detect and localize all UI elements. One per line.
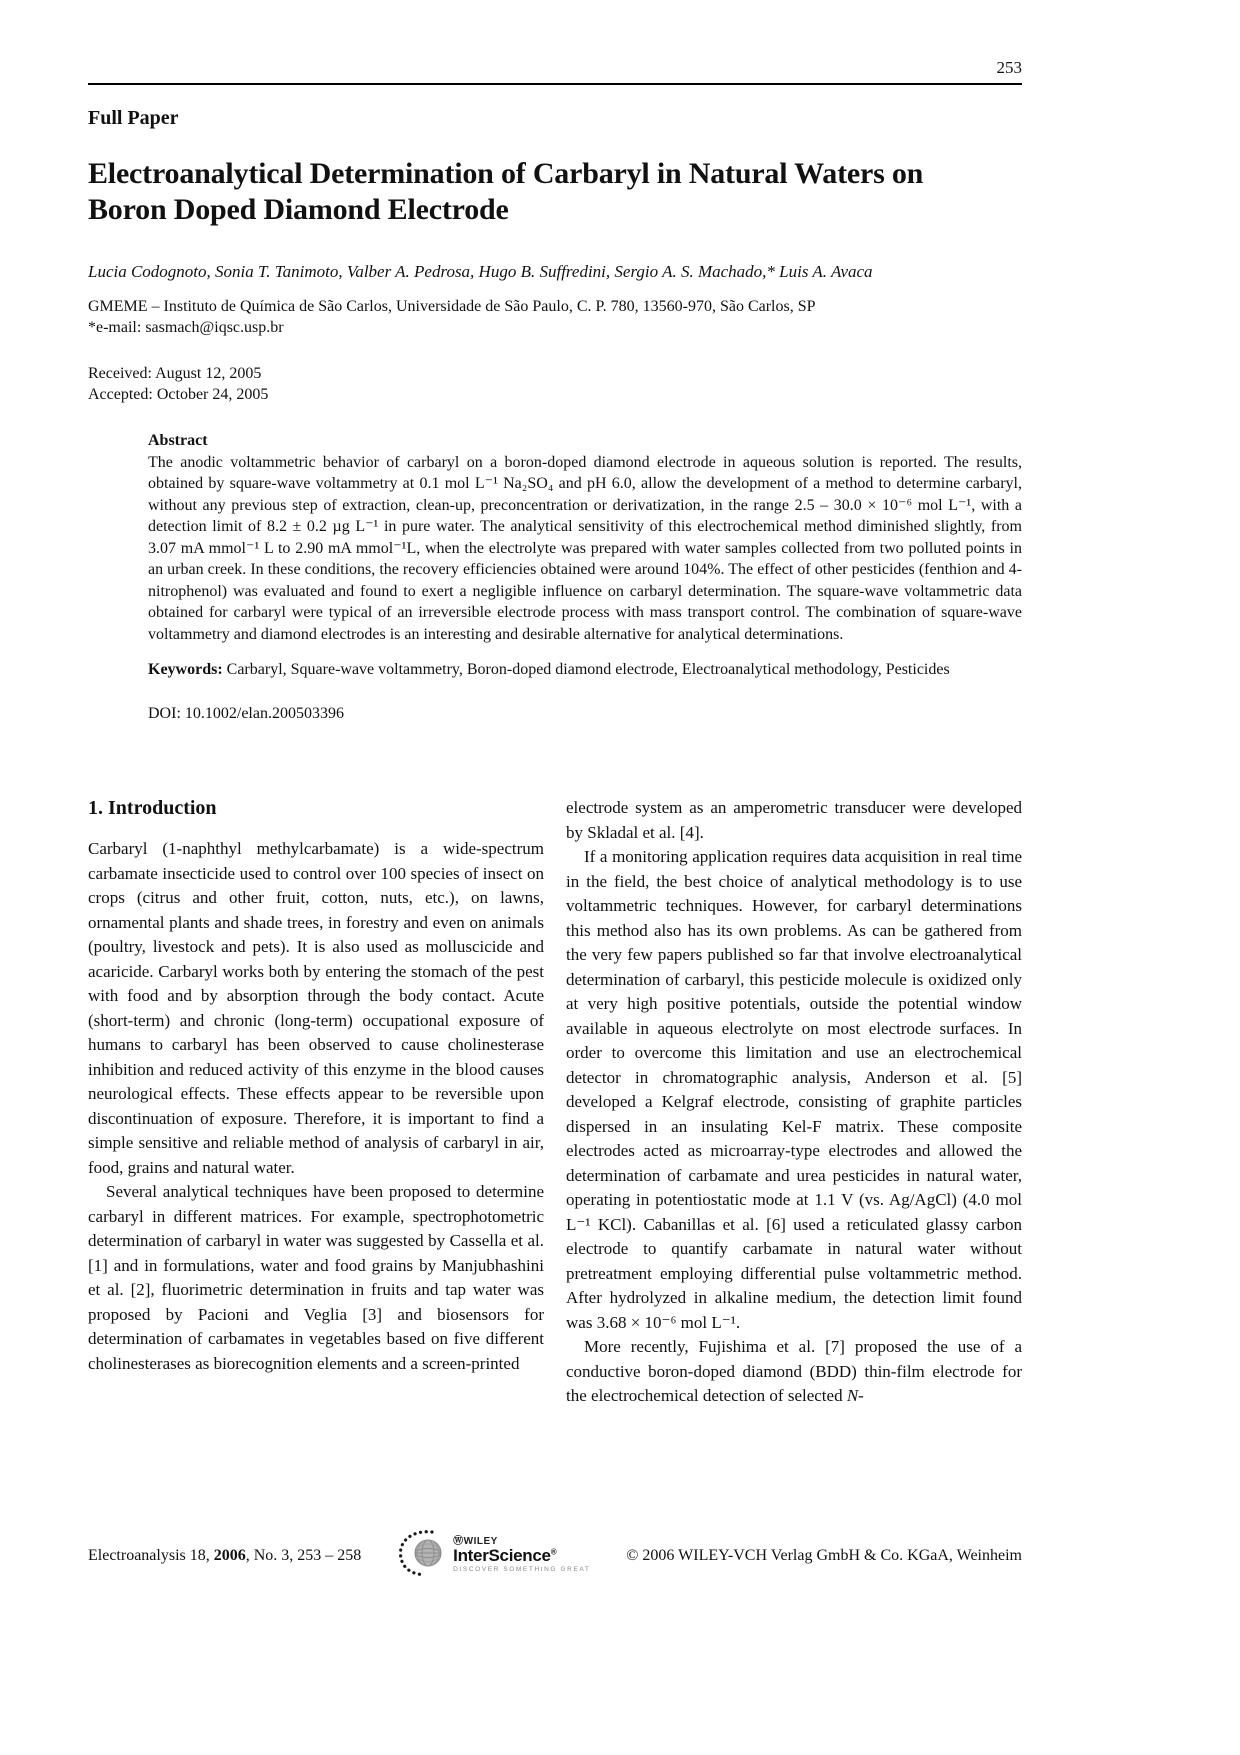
email-line: *e-mail: sasmach@iqsc.usp.br [88,319,284,336]
keywords-line [148,659,1022,681]
wiley-label: WILEY [463,1535,498,1547]
interscience-label: InterScience [453,1546,551,1566]
intro-paragraph-4 [566,1335,1022,1409]
dates-block [88,363,1022,405]
body-columns [88,796,1022,1409]
accepted-date: Accepted: October 24, 2005 [88,386,269,403]
received-date: Received: August 12, 2005 [88,365,262,382]
keywords-text: Carbaryl, Square-wave voltammetry, Boron-doped diamond electrode, Electroanalytical methodology, Pesticides [222,661,950,678]
intro-paragraph-2-continued: electrode system as an amperometric transducer were developed by Skladal et al. [4]. [566,798,1022,842]
page-footer [88,1528,1022,1583]
logo-tagline: DISCOVER SOMETHING GREAT [453,1566,591,1574]
intro-paragraph-4-text: More recently, Fujishima et al. [7] proposed the use of a conductive boron-doped diamond (BDD) thin-film electrode for the electrochemical detection of selected [566,1337,1022,1405]
doi-line: DOI: 10.1002/elan.200503396 [148,704,344,722]
page [88,0,1022,1409]
journal-reference-year: 2006 [213,1546,246,1564]
registered-mark: ® [550,1547,557,1557]
article-type-label: Full Paper [88,107,179,129]
intro-paragraph-4-italic: N- [846,1386,864,1405]
journal-reference [88,1547,361,1565]
wiley-roundel-icon: Ⓦ [453,1535,464,1547]
paper-title-line2: Boron Doped Diamond Electrode [88,193,509,226]
right-column [566,796,1022,1409]
page-number: 253 [996,58,1022,77]
interscience-wordmark [453,1547,590,1565]
logo-text-block [453,1537,590,1574]
intro-paragraph-2: Several analytical techniques have been proposed to determine carbaryl in different matrices. For example, spectrophotometric determination of carbaryl in water was suggested by Cassella et al. [1] and in formulations, water and food grains by Manjubhashini et al. [2], fluorimetric determination in fruits and tap water was proposed by Pacioni and Veglia [3] and biosensors for determination of carbamates in vegetables based on five different cholinesterases as biorecognition elements and a screen-printed [88,1182,544,1373]
journal-reference-post: , No. 3, 253 – 258 [245,1546,362,1564]
globe-icon [397,1528,449,1583]
abstract-section [148,430,1022,724]
paper-title-line1: Electroanalytical Determination of Carbaryl in Natural Waters on [88,157,924,190]
paper-title [88,156,1022,228]
left-column [88,796,544,1409]
keywords-label: Keywords: [148,661,223,678]
header-rule [88,83,1022,85]
copyright-line: © 2006 WILEY-VCH Verlag GmbH & Co. KGaA, Weinheim [626,1546,1022,1564]
journal-reference-pre: Electroanalysis 18, [88,1546,214,1564]
affiliation-line: GMEME – Instituto de Química de São Carlos, Universidade de São Paulo, C. P. 780, 13560-970, São Carlos, SP [88,298,816,315]
wiley-interscience-logo [397,1528,590,1583]
abstract-text: The anodic voltammetric behavior of carbaryl on a boron-doped diamond electrode in aqueous solution is reported. The results, obtained by square-wave voltammetry at 0.1 mol L⁻¹ Na₂SO₄ and pH 6.0, allow the development of a method to determine carbaryl, without any previous step of extraction, clean-up, preconcentration or derivatization, in the range 2.5 – 30.0 × 10⁻⁶ mol L⁻¹, with a detection limit of 8.2 ± 0.2 µg L⁻¹ in pure water. The analytical sensitivity of this electrochemical method diminished slightly, from 3.07 mA mmol⁻¹ L to 2.90 mA mmol⁻¹L, when the electrolyte was prepared with water samples collected from two polluted points in an urban creek. In these conditions, the recovery efficiencies obtained were around 104%. The effect of other pesticides (fenthion and 4-nitrophenol) was evaluated and found to exert a negligible influence on carbaryl determination. The square-wave voltammetric data obtained for carbaryl were typical of an irreversible electrode process with mass transport control. The combination of square-wave voltammetry and diamond electrodes is an interesting and desirable alternative for analytical determinations. [148,453,1022,643]
abstract-heading: Abstract [148,432,208,449]
intro-paragraph-3: If a monitoring application requires data acquisition in real time in the field, the best choice of analytical methodology is to use voltammetric techniques. However, for carbaryl determinations this method also has its own problems. As can be gathered from the very few papers published so far that involve electroanalytical determination of carbaryl, this pesticide molecule is oxidized only at very high positive potentials, outside the potential window available in aqueous electrolyte on most electrode surfaces. In order to overcome this limitation and use an electrochemical detector in chromatographic analysis, Anderson et al. [5] developed a Kelgraf electrode, consisting of graphite particles dispersed in an insulating Kel-F matrix. These composite electrodes acted as microarray-type electrodes and allowed the determination of carbamate and urea pesticides in natural water, operating in potentiostatic mode at 1.1 V (vs. Ag/AgCl) (4.0 mol L⁻¹ KCl). Cabanillas et al. [6] used a reticulated glassy carbon electrode to quantify carbamate in natural water without pretreatment employing differential pulse voltammetric method. After hydrolyzed in alkaline medium, the detection limit found was 3.68 × 10⁻⁶ mol L⁻¹. [566,847,1022,1332]
affiliation-block [88,296,1022,338]
authors-line: Lucia Codognoto, Sonia T. Tanimoto, Valber A. Pedrosa, Hugo B. Suffredini, Sergio A. S. Machado,* Luis A. Avaca [88,262,873,281]
introduction-heading: 1. Introduction [88,797,217,819]
intro-paragraph-1: Carbaryl (1-naphthyl methylcarbamate) is a wide-spectrum carbamate insecticide used to control over 100 species of insect on crops (citrus and other fruit, cotton, nuts, etc.), on lawns, ornamental plants and shade trees, in forestry and even on animals (poultry, livestock and pets). It is also used as molluscicide and acaricide. Carbaryl works both by entering the stomach of the pest with food and by absorption through the body contact. Acute (short-term) and chronic (long-term) occupational exposure of humans to carbaryl has been observed to cause cholinesterase inhibition and reduced activity of this enzyme in the blood causes neurological effects. These effects appear to be reversible upon discontinuation of exposure. Therefore, it is important to find a simple sensitive and reliable method of analysis of carbaryl in air, food, grains and natural water. [88,839,544,1177]
